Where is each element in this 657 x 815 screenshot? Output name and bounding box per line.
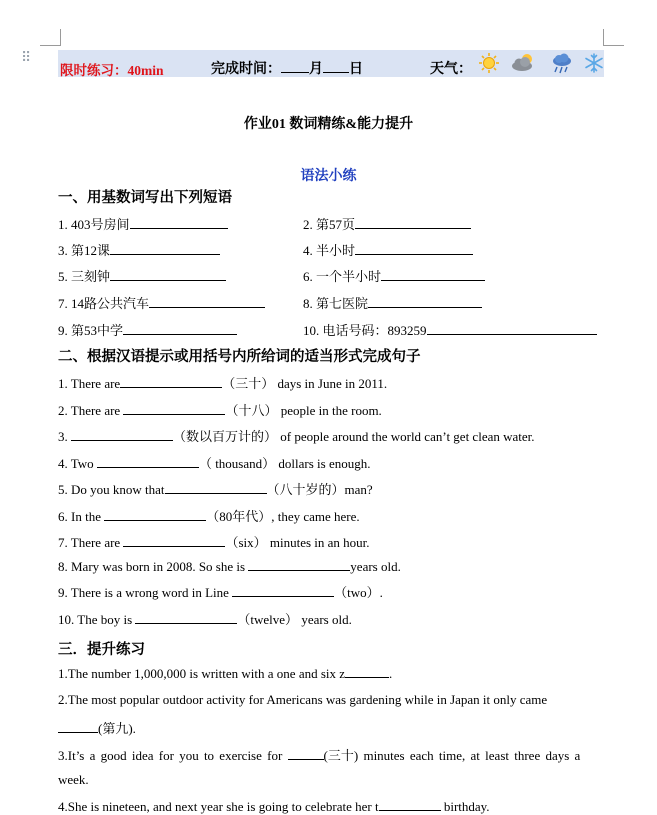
sun-icon [478, 52, 500, 74]
list-item: 3. （数以百万计的） of people around the world can’t get clean water. [58, 429, 535, 444]
answer-blank[interactable] [288, 747, 324, 760]
answer-blank[interactable] [379, 798, 441, 811]
list-item: 4. Two （ thousand） dollars is enough. [58, 456, 371, 471]
list-item: 2. There are （十八） people in the room. [58, 403, 382, 418]
day-blank[interactable] [323, 58, 349, 73]
list-item: 6. 一个半小时 [303, 266, 485, 285]
answer-blank[interactable] [110, 242, 220, 255]
day-label: 日 [349, 62, 363, 77]
section1-heading: 一、用基数词写出下列短语 [58, 190, 232, 206]
answer-blank[interactable] [381, 268, 485, 281]
completion-label: 完成时间： [211, 62, 281, 77]
section2-heading: 二、根据汉语提示或用括号内所给词的适当形式完成句子 [58, 349, 421, 365]
answer-blank[interactable] [427, 322, 597, 335]
list-item: 3. 第12课 [58, 240, 220, 259]
list-item: 8. Mary was born in 2008. So she is years old. [58, 559, 401, 574]
list-item: 10. 电话号码：893259 [303, 320, 597, 339]
list-item: 2.The most popular outdoor activity for Americans was gardening while in Japan it only came [58, 692, 548, 707]
list-item: 9. 第53中学 [58, 320, 237, 339]
answer-blank[interactable] [345, 665, 389, 678]
cloudy-icon [510, 52, 538, 74]
snow-icon [583, 52, 605, 74]
drag-handle-icon[interactable]: ⠿ [21, 50, 33, 66]
rain-icon [550, 52, 574, 76]
time-limit-label: 限时练习：40min [60, 63, 164, 78]
answer-blank[interactable] [123, 534, 225, 547]
list-item: 2. 第57页 [303, 214, 471, 233]
list-item: 7. There are （six） minutes in an hour. [58, 535, 370, 550]
list-item: 5. Do you know that （八十岁的）man? [58, 482, 373, 497]
document-title: 作业01 数词精练&能力提升 [243, 117, 414, 132]
page-corner-mark [603, 29, 624, 46]
list-item: 9. There is a wrong word in Line （two）. [58, 585, 383, 600]
list-item: (第九). [58, 718, 136, 737]
answer-blank[interactable] [123, 322, 237, 335]
answer-blank[interactable] [97, 455, 199, 468]
answer-blank[interactable] [71, 428, 173, 441]
answer-blank[interactable] [120, 375, 222, 388]
answer-blank[interactable] [110, 268, 226, 281]
answer-blank[interactable] [135, 611, 237, 624]
list-item: week. [58, 772, 89, 787]
list-item: 7. 14路公共汽车 [58, 293, 265, 312]
weather-label: 天气： [430, 62, 472, 77]
list-item: 5. 三刻钟 [58, 266, 226, 285]
list-item: 10. The boy is （twelve） years old. [58, 612, 352, 627]
list-item: 1. There are （三十） days in June in 2011. [58, 376, 388, 391]
list-item: 4. 半小时 [303, 240, 473, 259]
answer-blank[interactable] [123, 402, 225, 415]
completion-time [211, 58, 363, 78]
list-item: 3.It’s a good idea for you to exercise for (三十) minutes each time, at least three days a [58, 748, 581, 763]
answer-blank[interactable] [104, 508, 206, 521]
header-band [58, 50, 604, 77]
answer-blank[interactable] [149, 295, 265, 308]
list-item: 4.She is nineteen, and next year she is going to celebrate her t birthday. [58, 799, 490, 814]
list-item: 6. In the （80年代）, they came here. [58, 509, 360, 524]
answer-blank[interactable] [58, 720, 98, 733]
answer-blank[interactable] [165, 481, 267, 494]
section-subtitle: 语法小练 [300, 169, 357, 184]
list-item: 1.The number 1,000,000 is written with a one and six z . [58, 666, 393, 681]
list-item: 1. 403号房间 [58, 214, 228, 233]
page-corner-mark [40, 29, 61, 46]
answer-blank[interactable] [355, 242, 473, 255]
section3-heading: 三．提升练习 [58, 642, 145, 658]
month-blank[interactable] [281, 58, 309, 73]
answer-blank[interactable] [130, 216, 228, 229]
answer-blank[interactable] [248, 558, 350, 571]
list-item: 8. 第七医院 [303, 293, 482, 312]
month-label: 月 [309, 62, 323, 77]
answer-blank[interactable] [232, 584, 334, 597]
answer-blank[interactable] [368, 295, 482, 308]
answer-blank[interactable] [355, 216, 471, 229]
